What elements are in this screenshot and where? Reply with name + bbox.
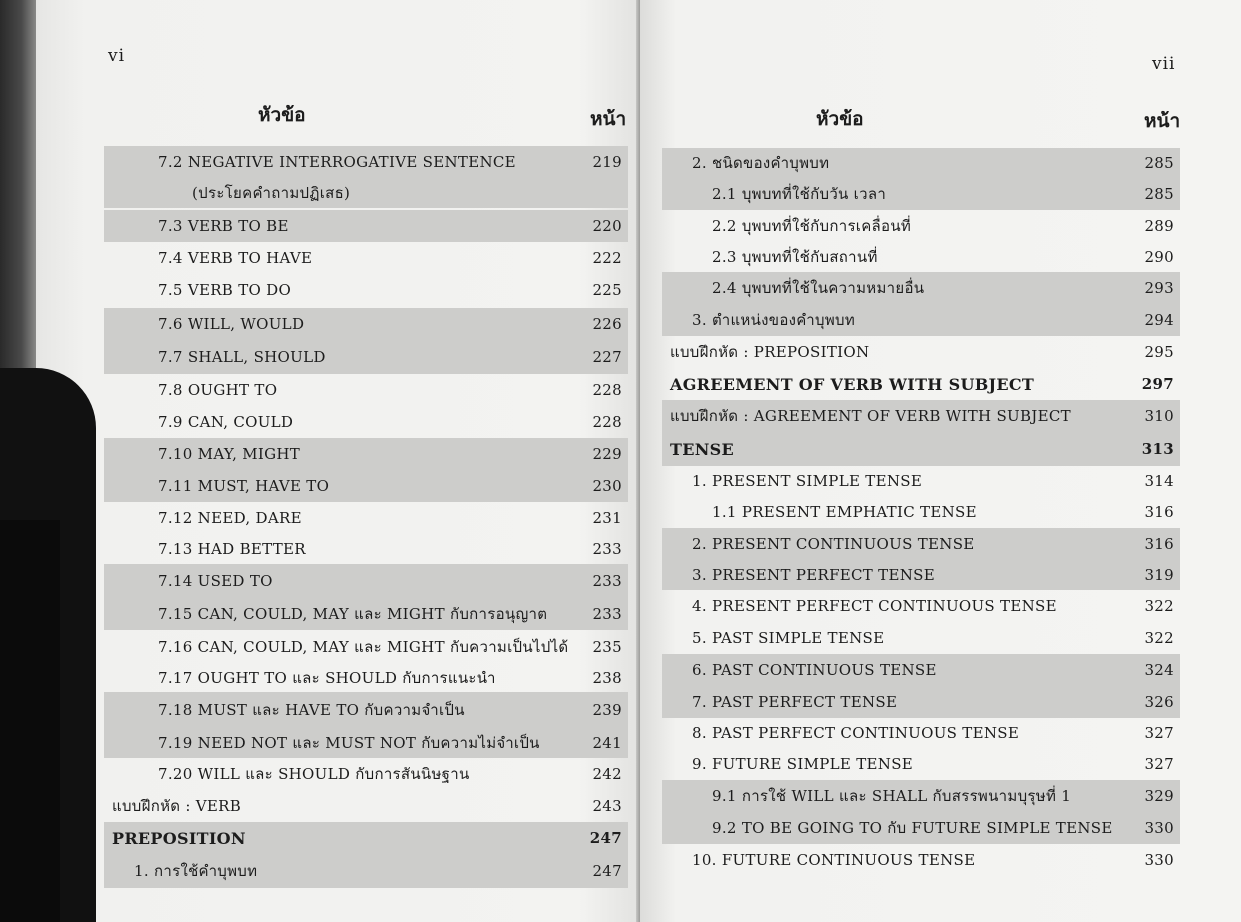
toc-entry: [104, 340, 628, 374]
toc-entry: [104, 178, 628, 208]
toc-entry-page: 241: [592, 734, 622, 752]
toc-entry-page: 330: [1144, 819, 1174, 837]
toc-entry-title: 2.4 บุพบทที่ใช้ในความหมายอื่น: [712, 279, 925, 297]
toc-entry: [104, 374, 628, 406]
toc-entry-title: 7.16 CAN, COULD, MAY และ MIGHT กับความเป็นไปได้: [158, 638, 569, 656]
toc-entry-title: 7.20 WILL และ SHOULD กับการสันนิษฐาน: [158, 765, 470, 783]
toc-entry: [104, 728, 628, 758]
toc-entry-page: 242: [592, 765, 622, 783]
page-number: vii: [1152, 54, 1176, 74]
toc-entry-page: 289: [1144, 217, 1174, 235]
toc-entry-title: 3. PRESENT PERFECT TENSE: [692, 566, 935, 584]
toc-entry: [104, 564, 628, 598]
toc-entry-page: 322: [1144, 597, 1174, 615]
toc-entry: [104, 274, 628, 306]
toc-entry-title: 9. FUTURE SIMPLE TENSE: [692, 755, 914, 773]
toc-entry-title: 7.7 SHALL, SHOULD: [158, 348, 326, 366]
toc-entry: [104, 630, 628, 664]
toc-entry: [662, 178, 1180, 210]
toc-entry-page: 228: [592, 413, 622, 431]
toc-entry-page: 222: [592, 249, 622, 267]
toc-entry-page: 231: [592, 509, 622, 527]
toc-entry: [104, 438, 628, 470]
toc-entry: [662, 590, 1180, 622]
toc-entry-title: 2.1 บุพบทที่ใช้กับวัน เวลา: [712, 185, 887, 203]
toc-entry-title: 10. FUTURE CONTINUOUS TENSE: [692, 851, 976, 869]
toc-entry-title: 2. PRESENT CONTINUOUS TENSE: [692, 535, 975, 553]
toc-entry-page: 247: [592, 862, 622, 880]
toc-entry: [662, 718, 1180, 748]
toc-entry: [662, 466, 1180, 496]
toc-entry-title: 2. ชนิดของคำบุพบท: [692, 154, 830, 172]
toc-entry: [104, 854, 628, 888]
toc-entry-title: 5. PAST SIMPLE TENSE: [692, 629, 885, 647]
toc-entry: [662, 654, 1180, 686]
toc-entry-title: 9.1 การใช้ WILL และ SHALL กับสรรพนามบุรุษที่ 1: [712, 787, 1072, 805]
toc-entry: [104, 470, 628, 502]
toc-entry-page: 220: [592, 217, 622, 235]
toc-entry: [104, 692, 628, 728]
toc-entry-page: 247: [589, 829, 622, 847]
toc-entry: [104, 664, 628, 692]
toc-entry: [104, 790, 628, 822]
toc-entry: [662, 528, 1180, 560]
toc-entry: [104, 502, 628, 534]
toc-entry: [662, 844, 1180, 876]
toc-entry-title: 4. PRESENT PERFECT CONTINUOUS TENSE: [692, 597, 1057, 615]
toc-entry-title: 7.11 MUST, HAVE TO: [158, 477, 330, 495]
toc-entry-page: 316: [1144, 535, 1174, 553]
toc-entry-title: 7.4 VERB TO HAVE: [158, 249, 313, 267]
toc-entry-title: TENSE: [670, 439, 734, 459]
toc-entry-page: 235: [592, 638, 622, 656]
toc-entry-title: 3. ตำแหน่งของคำบุพบท: [692, 311, 856, 329]
toc-entry-page: 324: [1144, 661, 1174, 679]
header-page: หน้า: [1144, 110, 1181, 132]
toc-entry-title: 7. PAST PERFECT TENSE: [692, 693, 898, 711]
toc-entry-page: 322: [1144, 629, 1174, 647]
toc-entry-title: 6. PAST CONTINUOUS TENSE: [692, 661, 937, 679]
toc-entry-page: 327: [1144, 755, 1174, 773]
toc-entry: [104, 210, 628, 242]
toc-entry-title: 7.17 OUGHT TO และ SHOULD กับการแนะนำ: [158, 669, 496, 687]
toc-entry-page: 238: [592, 669, 622, 687]
toc-entry: [104, 242, 628, 274]
toc-entry-page: 285: [1144, 154, 1174, 172]
toc-entry-title: PREPOSITION: [112, 828, 246, 848]
toc-entry-page: 295: [1144, 343, 1174, 361]
toc-entry-title: 1. การใช้คำบุพบท: [134, 862, 258, 880]
toc-entry-title: 7.5 VERB TO DO: [158, 281, 292, 299]
toc-entry-page: 294: [1144, 311, 1174, 329]
toc-entry: [662, 336, 1180, 368]
toc-entry-page: 330: [1144, 851, 1174, 869]
toc-entry: [662, 622, 1180, 654]
page-number: vi: [108, 46, 126, 66]
toc-entry-page: 233: [592, 540, 622, 558]
toc-entry: [662, 748, 1180, 780]
toc-entry-page: 310: [1144, 407, 1174, 425]
toc-entry-title: 1. PRESENT SIMPLE TENSE: [692, 472, 923, 490]
toc-entry-title: 7.15 CAN, COULD, MAY และ MIGHT กับการอนุญาต: [158, 605, 548, 623]
toc-entry-page: 226: [592, 315, 622, 333]
toc-entry-title: แบบฝึกหัด : PREPOSITION: [670, 343, 870, 361]
toc-entry-page: 327: [1144, 724, 1174, 742]
toc-entry: [104, 406, 628, 438]
toc-entry-title: 7.12 NEED, DARE: [158, 509, 302, 527]
toc-entry: [662, 148, 1180, 178]
toc-entry: [662, 272, 1180, 304]
toc-entry-page: 319: [1144, 566, 1174, 584]
toc-entry-page: 316: [1144, 503, 1174, 521]
toc-entry: [662, 242, 1180, 272]
toc-entry: [662, 812, 1180, 844]
toc-entry: [104, 598, 628, 630]
toc-entry-page: 219: [592, 153, 622, 171]
left-page: [36, 0, 640, 922]
toc-entry-title: 7.10 MAY, MIGHT: [158, 445, 301, 463]
toc-entry: [662, 210, 1180, 242]
toc-entry-page: 329: [1144, 787, 1174, 805]
toc-entry-page: 233: [592, 572, 622, 590]
toc-entry-title: (ประโยคคำถามปฏิเสธ): [192, 184, 351, 202]
toc-entry-page: 293: [1144, 279, 1174, 297]
toc-entry-page: 326: [1144, 693, 1174, 711]
toc-entry-page: 290: [1144, 248, 1174, 266]
toc-entry-page: 233: [592, 605, 622, 623]
toc-entry-title: 7.19 NEED NOT และ MUST NOT กับความไม่จำเป็น: [158, 734, 540, 752]
toc-entry-title: 7.18 MUST และ HAVE TO กับความจำเป็น: [158, 701, 465, 719]
toc-entry-page: 314: [1144, 472, 1174, 490]
toc-entry-page: 243: [592, 797, 622, 815]
toc-entry-page: 228: [592, 381, 622, 399]
toc-entry-page: 229: [592, 445, 622, 463]
toc-entry: [662, 368, 1180, 400]
toc-entry-title: 7.9 CAN, COULD: [158, 413, 294, 431]
toc-entry: [662, 496, 1180, 528]
toc-entry-page: 225: [592, 281, 622, 299]
header-page: หน้า: [590, 108, 627, 130]
toc-entry: [662, 304, 1180, 336]
toc-entry: [662, 686, 1180, 718]
toc-entry: [104, 308, 628, 340]
toc-entry-title: 7.6 WILL, WOULD: [158, 315, 305, 333]
toc-entry-title: 2.3 บุพบทที่ใช้กับสถานที่: [712, 248, 878, 266]
toc-entry-title: 7.2 NEGATIVE INTERROGATIVE SENTENCE: [158, 153, 516, 171]
toc-entry: [662, 780, 1180, 812]
toc-entry: [104, 758, 628, 790]
toc-entry: [662, 432, 1180, 466]
toc-entry-page: 239: [592, 701, 622, 719]
toc-entry-title: 2.2 บุพบทที่ใช้กับการเคลื่อนที่: [712, 217, 912, 235]
toc-entry: [104, 534, 628, 564]
toc-entry-title: AGREEMENT OF VERB WITH SUBJECT: [670, 374, 1035, 394]
toc-entry: [104, 146, 628, 178]
toc-entry-page: 285: [1144, 185, 1174, 203]
toc-entry: [104, 822, 628, 854]
toc-entry-title: 7.3 VERB TO BE: [158, 217, 289, 235]
toc-entry: [662, 560, 1180, 590]
toc-entry-title: 9.2 TO BE GOING TO กับ FUTURE SIMPLE TENSE: [712, 819, 1113, 837]
thumb-shadow: [0, 520, 60, 922]
toc-entry-page: 227: [592, 348, 622, 366]
header-topic: หัวข้อ: [816, 108, 864, 130]
toc-entry-title: 8. PAST PERFECT CONTINUOUS TENSE: [692, 724, 1020, 742]
toc-entry-title: 7.8 OUGHT TO: [158, 381, 278, 399]
toc-entry-title: 1.1 PRESENT EMPHATIC TENSE: [712, 503, 977, 521]
right-page: [640, 0, 1241, 922]
toc-entry-page: 297: [1141, 375, 1174, 393]
toc-entry-title: แบบฝึกหัด : VERB: [112, 797, 242, 815]
toc-entry-title: แบบฝึกหัด : AGREEMENT OF VERB WITH SUBJECT: [670, 407, 1071, 425]
toc-entry-title: 7.13 HAD BETTER: [158, 540, 306, 558]
toc-entry-title: 7.14 USED TO: [158, 572, 273, 590]
header-topic: หัวข้อ: [258, 104, 306, 126]
toc-entry-page: 313: [1141, 440, 1174, 458]
toc-entry-page: 230: [592, 477, 622, 495]
toc-entry: [662, 400, 1180, 432]
